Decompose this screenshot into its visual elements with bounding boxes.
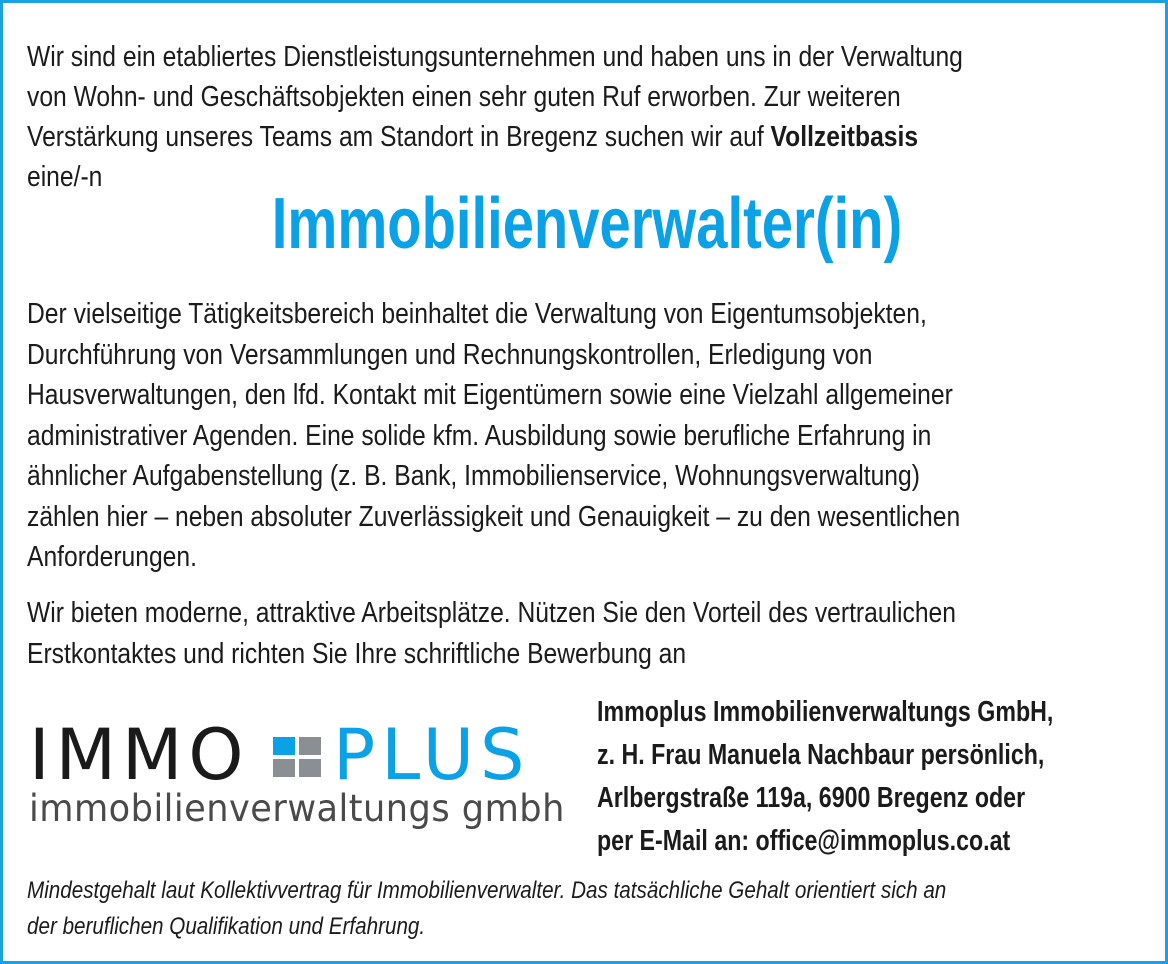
- description-line: Hausverwaltungen, den lfd. Kontakt mit Eigentümern sowie eine Vielzahl allgemeiner: [27, 379, 953, 411]
- description-line: zählen hier – neben absoluter Zuverlässigkeit und Genauigkeit – zu den wesentlichen: [27, 500, 961, 533]
- intro-paragraph: [27, 37, 1149, 197]
- employment-type: Vollzeitbasis: [770, 121, 919, 153]
- intro-line: von Wohn- und Geschäftsobjekten einen sehr guten Ruf erworben. Zur weiteren: [27, 81, 901, 113]
- footnote-line: Mindestgehalt laut Kollektivvertrag für Immobilienverwalter. Das tatsächliche Gehalt orientiert sich an: [27, 877, 947, 904]
- footnote-line: der beruflichen Qualifikation und Erfahrung.: [27, 913, 426, 940]
- description-paragraph: [27, 294, 1149, 578]
- logo-word-plus: PLUS: [333, 714, 531, 796]
- company-logo: [25, 715, 570, 835]
- contact-line: Arlbergstraße 119a, 6900 Bregenz oder: [597, 782, 1026, 814]
- contact-line: Immoplus Immobilienverwaltungs GmbH,: [597, 696, 1054, 728]
- logo-squares-icon: [273, 737, 325, 779]
- offer-line: Wir bieten moderne, attraktive Arbeitsplätze. Nützen Sie den Vorteil des vertraulichen: [27, 597, 956, 629]
- offer-line: Erstkontaktes und richten Sie Ihre schriftliche Bewerbung an: [27, 637, 687, 670]
- intro-line: eine/-n: [27, 161, 103, 193]
- description-line: Durchführung von Versammlungen und Rechnungskontrollen, Erledigung von: [27, 338, 873, 371]
- intro-line: [27, 117, 1149, 157]
- contact-line: z. H. Frau Manuela Nachbaur persönlich,: [597, 739, 1045, 771]
- salary-footnote: [27, 873, 1145, 945]
- description-line: ähnlicher Aufgabenstellung (z. B. Bank, Immobilienservice, Wohnungsverwaltung): [27, 460, 920, 492]
- logo-subtitle: immobilienverwaltungs gmbh: [29, 787, 565, 830]
- description-line: administrativer Agenden. Eine solide kfm. Ausbildung sowie berufliche Erfahrung in: [27, 419, 932, 452]
- contact-email-line: per E-Mail an: office@immoplus.co.at: [597, 825, 1011, 857]
- description-line: Anforderungen.: [27, 541, 197, 573]
- description-line: Der vielseitige Tätigkeitsbereich beinhaltet die Verwaltung von Eigentumsobjekten,: [27, 298, 927, 330]
- intro-line: Wir sind ein etabliertes Dienstleistungsunternehmen und haben uns in der Verwaltung: [27, 41, 963, 73]
- logo-word-immo: IMMO: [29, 714, 250, 796]
- job-title: Immobilienverwalter(in): [271, 184, 903, 264]
- contact-address: [597, 691, 1168, 863]
- intro-line-text: Verstärkung unseres Teams am Standort in Bregenz suchen wir auf: [27, 121, 771, 153]
- offer-paragraph: [27, 593, 1149, 674]
